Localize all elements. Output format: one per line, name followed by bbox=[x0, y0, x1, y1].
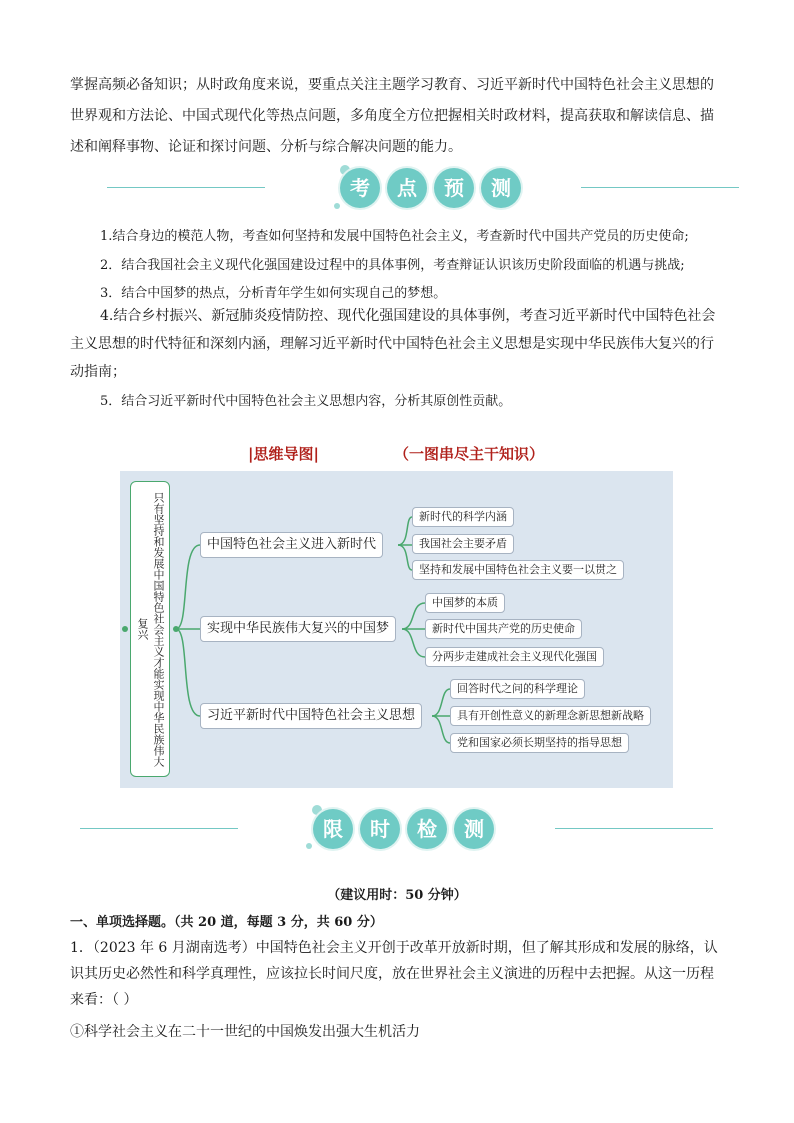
intro-paragraph: 掌握高频必备知识；从时政角度来说，要重点关注主题学习教育、习近平新时代中国特色社会主义思想的世界观和方法论、中国式现代化等热点问题，多角度全方位把握相关时政材料，提高获取和解读信息、描述和阐释事物、论证和探讨问题、分析与综合解决问题的能力。 bbox=[70, 77, 714, 155]
banner-rule-left bbox=[107, 187, 265, 188]
mindmap-subheading: （一图串尽主干知识） bbox=[394, 445, 545, 463]
section-title: 一、单项选择题。（共 20 道，每题 3 分，共 60 分） bbox=[70, 915, 383, 930]
banner-char: 考 bbox=[340, 168, 380, 208]
leaf-new-era-2: 我国社会主要矛盾 bbox=[412, 534, 514, 554]
decor-dot bbox=[306, 843, 312, 849]
root-joint-dot bbox=[173, 626, 179, 632]
leaf-thought-1: 回答时代之问的科学理论 bbox=[450, 679, 585, 699]
leaf-dream-3: 分两步走建成社会主义现代化强国 bbox=[425, 647, 604, 667]
leaf-thought-3: 党和国家必须长期坚持的指导思想 bbox=[450, 733, 629, 753]
prediction-1: 1.结合身边的模范人物，考查如何坚持和发展中国特色社会主义，考查新时代中国共产党员的历史使命; bbox=[100, 229, 689, 244]
banner-char: 限 bbox=[313, 809, 353, 849]
time-hint: （建议用时：50 分钟） bbox=[327, 888, 467, 903]
root-dot bbox=[122, 626, 128, 632]
banner-char: 检 bbox=[407, 809, 447, 849]
banner-rule-left bbox=[80, 828, 238, 829]
link-b3-c1 bbox=[432, 689, 450, 716]
branch-new-era: 中国特色社会主义进入新时代 bbox=[200, 532, 383, 558]
link-b2-c3 bbox=[402, 629, 425, 657]
link-root-b1 bbox=[176, 545, 200, 629]
leaf-thought-2: 具有开创性意义的新理念新思想新战略 bbox=[450, 706, 651, 726]
banner-rule-right bbox=[555, 828, 713, 829]
prediction-3: 3．结合中国梦的热点，分析青年学生如何实现自己的梦想。 bbox=[100, 286, 447, 301]
link-root-b3 bbox=[176, 629, 200, 716]
mindmap bbox=[120, 471, 673, 788]
leaf-dream-2: 新时代中国共产党的历史使命 bbox=[425, 619, 582, 639]
leaf-new-era-3: 坚持和发展中国特色社会主义要一以贯之 bbox=[412, 560, 624, 580]
banner-char: 测 bbox=[454, 809, 494, 849]
prediction-2: 2．结合我国社会主义现代化强国建设过程中的具体事例，考查辩证认识该历史阶段面临的机遇与挑战; bbox=[100, 258, 685, 273]
leaf-dream-1: 中国梦的本质 bbox=[425, 593, 505, 613]
decor-dot bbox=[334, 203, 340, 209]
banner-char: 点 bbox=[387, 168, 427, 208]
branch-china-dream: 实现中华民族伟大复兴的中国梦 bbox=[200, 616, 396, 642]
banner-char: 预 bbox=[434, 168, 474, 208]
mindmap-root bbox=[130, 481, 170, 777]
question-1-stem: 1．（2023 年 6 月湖南选考）中国特色社会主义开创于改革开放新时期，但了解其形成和发展的脉络，认识其历史必然性和科学真理性，应该拉长时间尺度，放在世界社会主义演进的历程中去把握。从这一历程来看：（ ） bbox=[70, 940, 718, 1008]
link-b1-c1 bbox=[398, 517, 412, 545]
question-1-option-1: ①科学社会主义在二十一世纪的中国焕发出强大生机活力 bbox=[70, 1024, 420, 1040]
mindmap-root-label: 只有坚持和发展中国特色社会主义才能实现中华民族伟大复兴 bbox=[136, 491, 165, 767]
link-b2-c1 bbox=[402, 603, 425, 629]
link-b3-c3 bbox=[432, 716, 450, 743]
banner-rule-right bbox=[581, 187, 739, 188]
leaf-new-era-1: 新时代的科学内涵 bbox=[412, 507, 514, 527]
link-b1-c3 bbox=[398, 545, 412, 570]
banner-char: 时 bbox=[360, 809, 400, 849]
mindmap-heading: |思维导图| bbox=[248, 445, 319, 463]
banner-char: 测 bbox=[481, 168, 521, 208]
branch-xi-thought: 习近平新时代中国特色社会主义思想 bbox=[200, 703, 422, 729]
prediction-4: 4.结合乡村振兴、新冠肺炎疫情防控、现代化强国建设的具体事例，考查习近平新时代中国特色社会主义思想的时代特征和深刻内涵，理解习近平新时代中国特色社会主义思想是实现中华民族伟大复兴的行动指南； bbox=[70, 308, 716, 380]
prediction-5: 5．结合习近平新时代中国特色社会主义思想内容，分析其原创性贡献。 bbox=[100, 394, 512, 409]
